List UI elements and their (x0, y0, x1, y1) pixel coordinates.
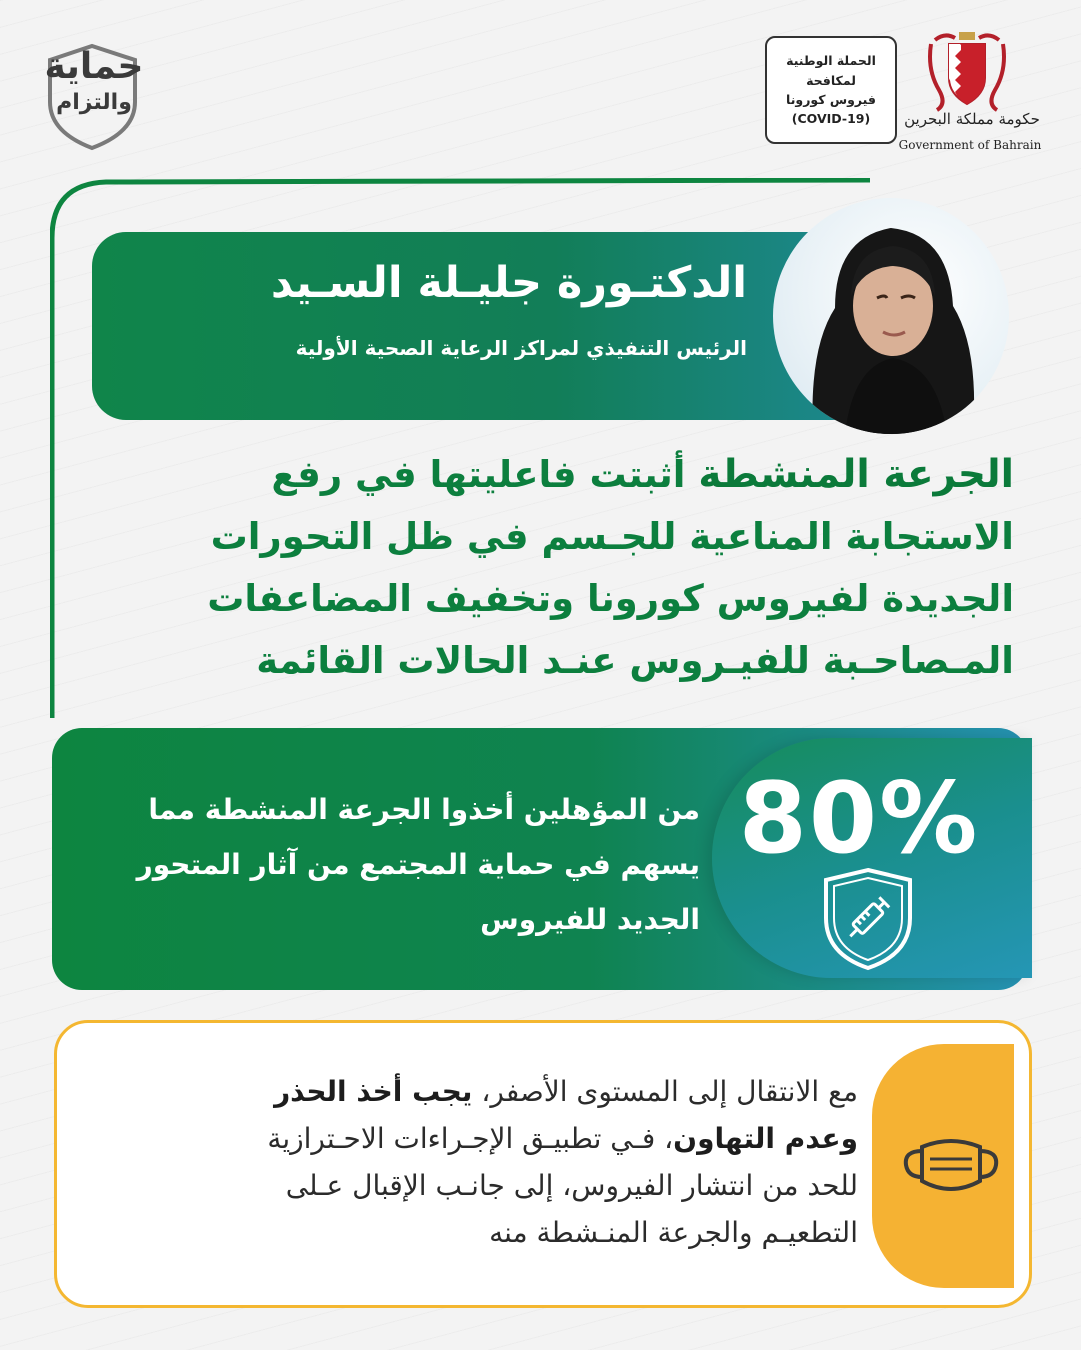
campaign-line: فيروس كورونا (786, 92, 876, 107)
headline-strong: الجرعة المنشطة (698, 452, 1014, 497)
advice-line-2 (106, 1115, 858, 1162)
campaign-box (765, 36, 897, 144)
advice-part-1: مع الانتقال إلى المستوى الأصفر، (472, 1075, 858, 1108)
campaign-logo-subtitle: والتزام (56, 90, 132, 115)
stat-line: يسهم في حماية المجتمع من آثار المتحور (136, 848, 700, 881)
campaign-logo-title: حماية (44, 46, 144, 87)
stat-line: من المؤهلين أخذوا الجرعة المنشطة مما (148, 793, 700, 826)
face-mask-icon (900, 1133, 1002, 1199)
speaker-name: الدكتـورة جليـلة السـيد (270, 258, 747, 308)
headline-line-2: الاستجابة المناعية للجـسم في ظل التحورات (210, 515, 1014, 558)
speaker-photo (773, 198, 1009, 434)
bahrain-emblem-icon (925, 30, 1009, 112)
advice-strong-2: وعدم التهاون (673, 1122, 858, 1155)
gov-name-english: Government of Bahrain (898, 138, 1042, 152)
campaign-line: الحملة الوطنية (786, 53, 876, 69)
headline-line-1 (70, 444, 1014, 506)
portrait-illustration (773, 198, 1009, 434)
headline-line-4: المـصاحـبة للفيـروس عنـد الحالات القائمة (256, 639, 1014, 682)
stat-line: الجديد للفيروس (480, 903, 700, 936)
stat-description (72, 782, 700, 947)
advice-text (106, 1068, 858, 1256)
advice-line-3: للحد من انتشار الفيروس، إلى جانـب الإقبال عـلى (285, 1169, 858, 1202)
advice-line-4: التطعيـم والجرعة المنـشطة منه (489, 1216, 858, 1249)
stat-number: 80% (738, 762, 980, 876)
advice-line-1 (106, 1068, 858, 1115)
headline-line-1-rest: أثبتت فاعليتها في رفع (271, 453, 686, 496)
shield-syringe-icon (820, 866, 916, 972)
gov-name-arabic: حكومة مملكة البحرين (904, 110, 1040, 128)
advice-strong-1: يجب أخذ الحذر (274, 1075, 473, 1108)
campaign-line: لمكافحة (806, 72, 856, 88)
headline (70, 444, 1014, 692)
advice-part-2: ، فـي تطبيـق الإجـراءات الاحـترازية (267, 1122, 674, 1155)
headline-line-3: الجديدة لفيروس كورونا وتخفيف المضاعفات (207, 577, 1014, 620)
speaker-title: الرئيس التنفيذي لمراكز الرعاية الصحية الأولية (295, 336, 747, 360)
campaign-line: (COVID-19) (791, 111, 871, 127)
